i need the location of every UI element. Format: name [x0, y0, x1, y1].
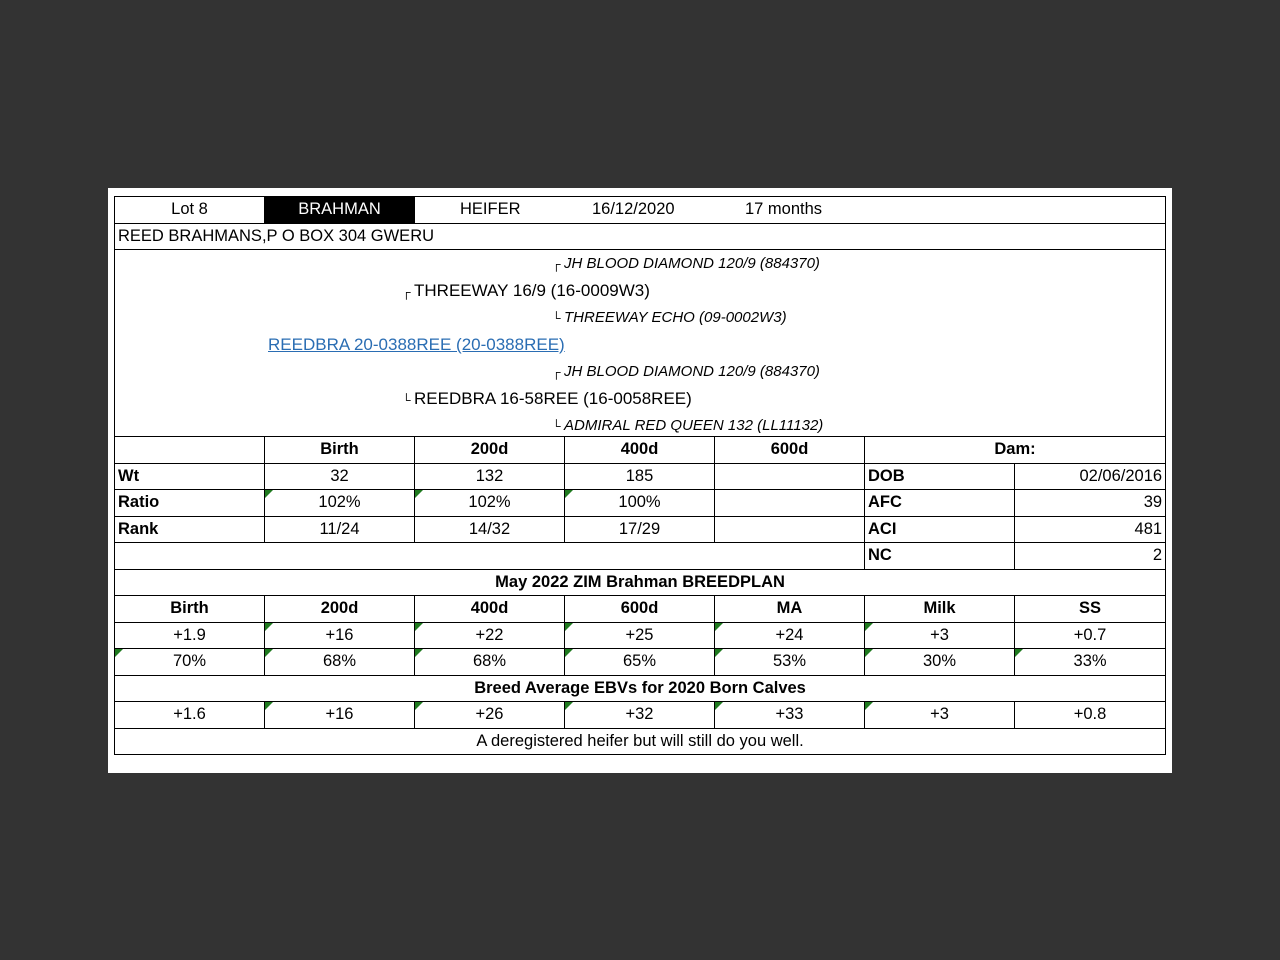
row-label: Ratio — [115, 490, 265, 517]
bracket-bottom-icon: └ — [552, 311, 561, 325]
breed-average-title-row — [115, 675, 1166, 702]
col-header-birth: Birth — [265, 437, 415, 464]
ebv-birth: +1.9 — [115, 622, 265, 649]
ebv-values-row — [115, 622, 1166, 649]
avg-200d: +16 — [265, 702, 415, 729]
rank-200d: 14/32 — [415, 516, 565, 543]
wt-400d: 185 — [565, 463, 715, 490]
lot-number: Lot 8 — [115, 197, 265, 224]
performance-row-rank — [115, 516, 1166, 543]
avg-400d: +26 — [415, 702, 565, 729]
dam-row-nc — [115, 543, 1166, 570]
pedigree-dam-sire — [552, 362, 820, 382]
ebv-header-milk: Milk — [865, 596, 1015, 623]
sire-sire-name: JH BLOOD DIAMOND 120/9 (884370) — [564, 255, 820, 272]
pedigree-sire — [402, 281, 650, 302]
sire-name: THREEWAY 16/9 (16-0009W3) — [414, 281, 650, 300]
pedigree-sire-sire — [552, 254, 820, 274]
col-header-400d: 400d — [565, 437, 715, 464]
dam-label-dob: DOB — [865, 463, 1015, 490]
avg-ma: +33 — [715, 702, 865, 729]
performance-row-wt — [115, 463, 1166, 490]
breeder-row — [115, 223, 1166, 250]
acc-400d: 68% — [415, 649, 565, 676]
ebv-milk: +3 — [865, 622, 1015, 649]
dam-value-dob: 02/06/2016 — [1015, 463, 1166, 490]
avg-milk: +3 — [865, 702, 1015, 729]
dam-label-afc: AFC — [865, 490, 1015, 517]
ebv-header-ss: SS — [1015, 596, 1166, 623]
ratio-400d: 100% — [565, 490, 715, 517]
age-label: 17 months — [745, 200, 823, 219]
ebv-ss: +0.7 — [1015, 622, 1166, 649]
wt-600d — [715, 463, 865, 490]
lot-sheet — [114, 196, 1166, 755]
ebv-header-200d: 200d — [265, 596, 415, 623]
breedplan-title: May 2022 ZIM Brahman BREEDPLAN — [115, 569, 1166, 596]
row-label: Rank — [115, 516, 265, 543]
avg-600d: +32 — [565, 702, 715, 729]
ebv-600d: +25 — [565, 622, 715, 649]
dam-label-nc: NC — [865, 543, 1015, 570]
ebv-200d: +16 — [265, 622, 415, 649]
dam-value-aci: 481 — [1015, 516, 1166, 543]
acc-milk: 30% — [865, 649, 1015, 676]
dam-title: Dam: — [865, 437, 1166, 464]
ratio-200d: 102% — [415, 490, 565, 517]
breeder-address: REED BRAHMANS,P O BOX 304 GWERU — [115, 223, 1166, 250]
ebv-header-ma: MA — [715, 596, 865, 623]
breed-average-title: Breed Average EBVs for 2020 Born Calves — [115, 675, 1166, 702]
acc-ma: 53% — [715, 649, 865, 676]
acc-ss: 33% — [1015, 649, 1166, 676]
col-header-200d: 200d — [415, 437, 565, 464]
pedigree-row — [115, 250, 1166, 437]
wt-200d: 132 — [415, 463, 565, 490]
acc-200d: 68% — [265, 649, 415, 676]
avg-ss: +0.8 — [1015, 702, 1166, 729]
bracket-bottom-icon: └ — [552, 419, 561, 433]
dam-dam-name: ADMIRAL RED QUEEN 132 (LL11132) — [564, 417, 824, 434]
rank-400d: 17/29 — [565, 516, 715, 543]
ebv-ma: +24 — [715, 622, 865, 649]
pedigree-dam — [402, 389, 692, 410]
col-header-600d: 600d — [715, 437, 865, 464]
lot-card — [108, 188, 1172, 773]
animal-link[interactable]: REEDBRA 20-0388REE (20-0388REE) — [268, 335, 565, 354]
wt-birth: 32 — [265, 463, 415, 490]
dam-name: REEDBRA 16-58REE (16-0058REE) — [414, 389, 692, 408]
breedplan-title-row — [115, 569, 1166, 596]
pedigree-block — [115, 250, 1166, 437]
dam-label-aci: ACI — [865, 516, 1015, 543]
sex-label: HEIFER — [460, 200, 521, 219]
breed-label: BRAHMAN — [265, 197, 415, 224]
header-row — [115, 197, 1166, 224]
dam-value-nc: 2 — [1015, 543, 1166, 570]
acc-600d: 65% — [565, 649, 715, 676]
birth-date: 16/12/2020 — [592, 200, 675, 219]
row-label: Wt — [115, 463, 265, 490]
performance-row-ratio — [115, 490, 1166, 517]
comment-row — [115, 728, 1166, 755]
ratio-600d — [715, 490, 865, 517]
ebv-header-row — [115, 596, 1166, 623]
ebv-header-birth: Birth — [115, 596, 265, 623]
dam-value-afc: 39 — [1015, 490, 1166, 517]
bracket-top-icon: ┌ — [552, 365, 561, 379]
sire-dam-name: THREEWAY ECHO (09-0002W3) — [564, 309, 787, 326]
empty-cell — [115, 437, 265, 464]
ebv-accuracy-row — [115, 649, 1166, 676]
rank-600d — [715, 516, 865, 543]
bracket-top-icon: ┌ — [552, 257, 561, 271]
header-details — [415, 197, 1166, 224]
ratio-birth: 102% — [265, 490, 415, 517]
bracket-bottom-icon: └ — [402, 393, 411, 407]
breed-average-row — [115, 702, 1166, 729]
empty-cell — [115, 543, 865, 570]
ebv-header-600d: 600d — [565, 596, 715, 623]
bracket-top-icon: ┌ — [402, 285, 411, 299]
comment-text: A deregistered heifer but will still do you well. — [115, 728, 1166, 755]
avg-birth: +1.6 — [115, 702, 265, 729]
pedigree-animal[interactable] — [268, 335, 565, 355]
acc-birth: 70% — [115, 649, 265, 676]
pedigree-sire-dam — [552, 308, 787, 328]
rank-birth: 11/24 — [265, 516, 415, 543]
ebv-header-400d: 400d — [415, 596, 565, 623]
ebv-400d: +22 — [415, 622, 565, 649]
performance-header-row — [115, 437, 1166, 464]
pedigree-dam-dam — [552, 416, 823, 436]
dam-sire-name: JH BLOOD DIAMOND 120/9 (884370) — [564, 363, 820, 380]
